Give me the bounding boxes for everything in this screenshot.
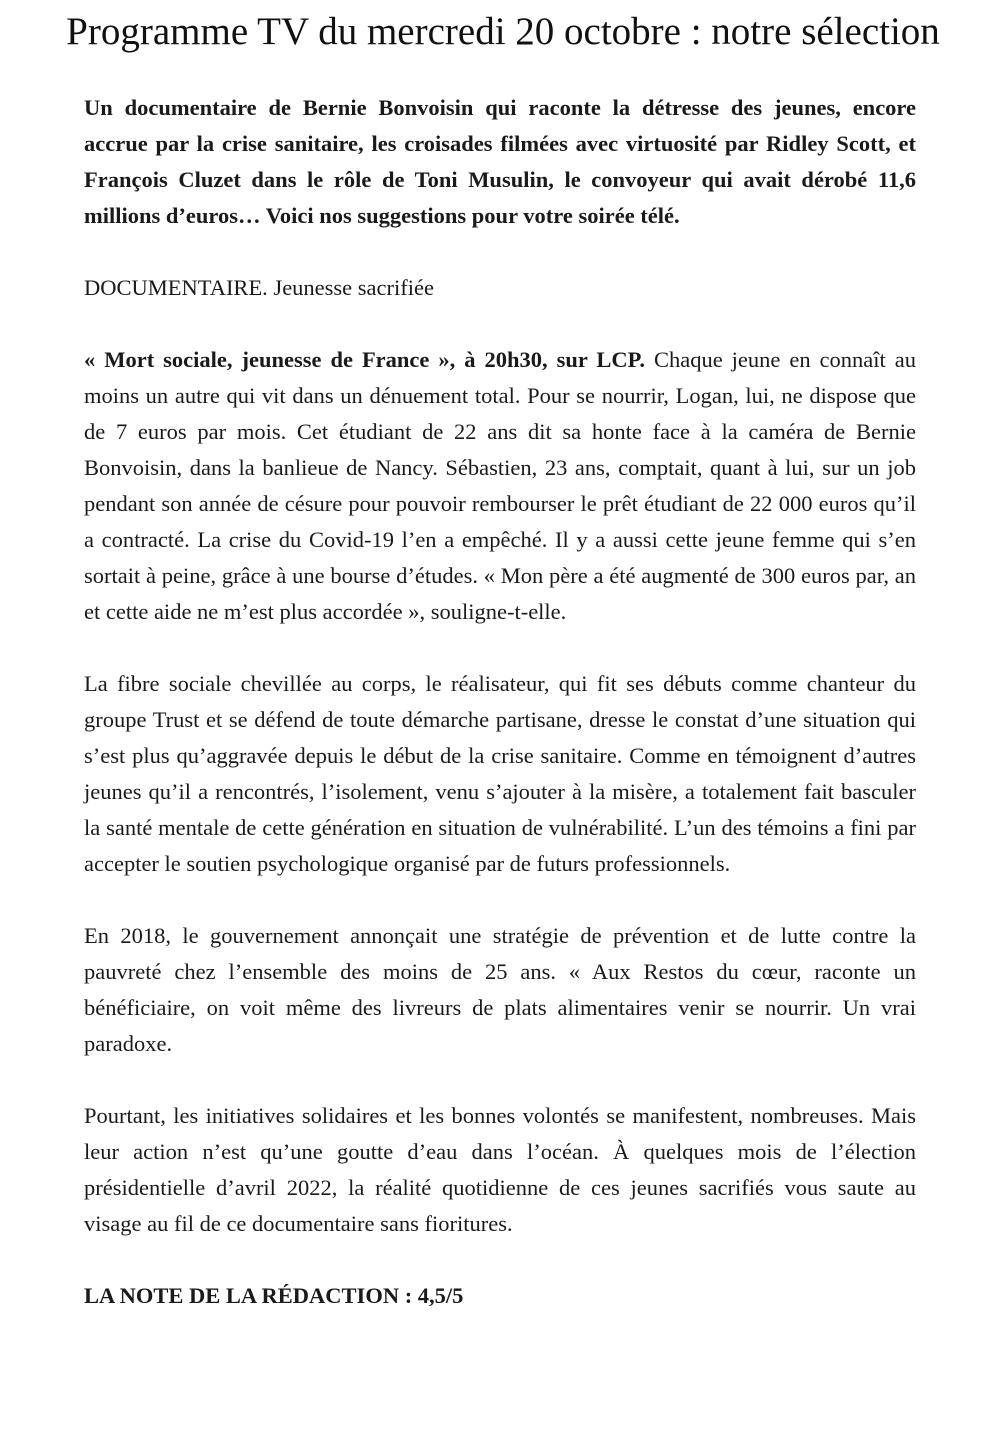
paragraph-4: Pourtant, les initiatives solidaires et les bonnes volontés se manifestent, nombreuses. Mais leur action n’est qu’une goutte d’eau dans l’océan. À quelques mois de l’élection présidentielle d’avril 2022, la réalité quotidienne de ces jeunes sacrifiés vous saute au visage au fil de ce documentaire sans fioritures. (84, 1103, 916, 1236)
rating: LA NOTE DE LA RÉDACTION : 4,5/5 (84, 1283, 464, 1308)
article-body (84, 90, 916, 1314)
spacer (84, 630, 916, 666)
paragraph-2: La fibre sociale chevillée au corps, le réalisateur, qui fit ses débuts comme chanteur du groupe Trust et se défend de toute démarche partisane, dresse le constat d’une situation qui s’est plus qu’aggravée depuis le début de la crise sanitaire. Comme en témoignent d’autres jeunes qu’il a rencontrés, l’isolement, venu s’ajouter à la misère, a totalement fait basculer la santé mentale de cette génération en situation de vulnérabilité. L’un des témoins a fini par accepter le soutien psychologique organisé par de futurs professionnels. (84, 671, 916, 876)
spacer (84, 882, 916, 918)
paragraph-1 (84, 342, 916, 630)
spacer (84, 234, 916, 270)
spacer (84, 1242, 916, 1278)
paragraph-3: En 2018, le gouvernement annonçait une stratégie de prévention et de lutte contre la pauvreté chez l’ensemble des moins de 25 ans. « Aux Restos du cœur, raconte un bénéficiaire, on voit même des livreurs de plats alimentaires venir se nourrir. Un vrai paradoxe. (84, 923, 916, 1056)
section-label: DOCUMENTAIRE. Jeunesse sacrifiée (84, 275, 434, 300)
spacer (84, 1062, 916, 1098)
article-lead: Un documentaire de Bernie Bonvoisin qui raconte la détresse des jeunes, encore accrue par la crise sanitaire, les croisades filmées avec virtuosité par Ridley Scott, et François Cluzet dans le rôle de Toni Musulin, le convoyeur qui avait dérobé 11,6 millions d’euros… Voici nos suggestions pour votre soirée télé. (84, 95, 916, 228)
program-heading: « Mort sociale, jeunesse de France », à 20h30, sur LCP. (84, 347, 645, 372)
spacer (84, 306, 916, 342)
article-title: Programme TV du mercredi 20 octobre : notre sélection (66, 10, 940, 53)
paragraph-1-text: Chaque jeune en connaît au moins un autre qui vit dans un dénuement total. Pour se nourrir, Logan, lui, ne dispose que de 7 euros par mois. Cet étudiant de 22 ans dit sa honte face à la caméra de Bernie Bonvoisin, dans la banlieue de Nancy. Sébastien, 23 ans, comptait, quant à lui, sur un job pendant son année de césure pour pouvoir rembourser le prêt étudiant de 22 000 euros qu’il a contracté. La crise du Covid-19 l’en a empêché. Il y a aussi cette jeune femme qui s’en sortait à peine, grâce à une bourse d’études. « Mon père a été augmenté de 300 euros par, an et cette aide ne m’est plus accordée », souligne-t-elle. (84, 347, 916, 624)
